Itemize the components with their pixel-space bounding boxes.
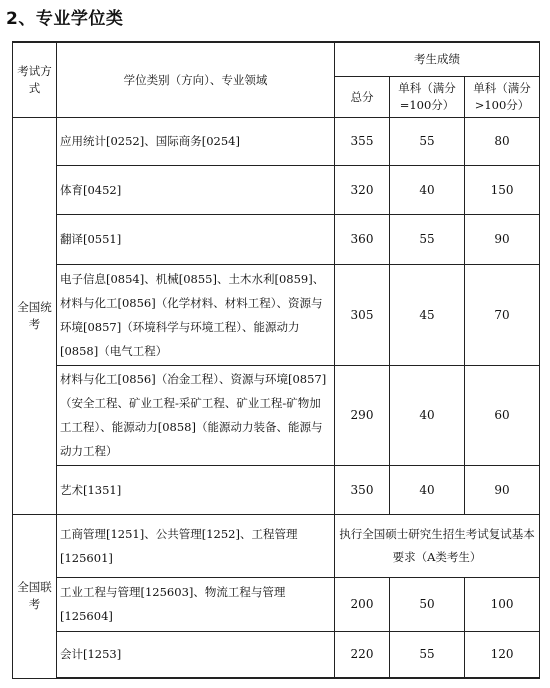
field-cell: 工商管理[1251]、公共管理[1252]、工程管理[125601] — [57, 514, 335, 577]
single-high-cell: 150 — [465, 165, 540, 214]
single-high-cell: 90 — [465, 214, 540, 264]
single-high-cell: 90 — [465, 465, 540, 514]
single-low-cell: 40 — [390, 365, 465, 465]
table-row — [13, 214, 540, 264]
header-row — [13, 42, 540, 76]
field-cell: 艺术[1351] — [57, 465, 335, 514]
single-low-cell: 55 — [390, 117, 465, 165]
field-cell: 体育[0452] — [57, 165, 335, 214]
exam-mode-cell: 全国联考 — [13, 514, 57, 678]
single-low-cell: 45 — [390, 264, 465, 365]
single-low-cell: 40 — [390, 465, 465, 514]
header-exam-mode: 考试方式 — [13, 42, 57, 117]
total-score-cell: 360 — [335, 214, 390, 264]
table-row — [13, 264, 540, 365]
total-score-cell: 350 — [335, 465, 390, 514]
requirement-note-cell: 执行全国硕士研究生招生考试复试基本要求（A类考生） — [335, 514, 540, 577]
header-scores: 考生成绩 — [335, 42, 540, 76]
section-heading: 2、专业学位类 — [6, 9, 124, 29]
field-cell: 会计[1253] — [57, 631, 335, 678]
field-cell: 材料与化工[0856]（冶金工程）、资源与环境[0857]（安全工程、矿业工程-采矿工程、矿业工程-矿物加工工程）、能源动力[0858]（能源动力装备、能源与动力工程） — [57, 365, 335, 465]
single-high-cell: 60 — [465, 365, 540, 465]
field-cell: 翻译[0551] — [57, 214, 335, 264]
score-table — [12, 41, 540, 679]
total-score-cell: 305 — [335, 264, 390, 365]
single-low-cell: 55 — [390, 214, 465, 264]
table-row — [13, 117, 540, 165]
total-score-cell: 220 — [335, 631, 390, 678]
total-score-cell: 320 — [335, 165, 390, 214]
header-category: 学位类别（方向）、专业领域 — [57, 42, 335, 117]
table-row — [13, 577, 540, 631]
single-high-cell: 70 — [465, 264, 540, 365]
single-low-cell: 50 — [390, 577, 465, 631]
table-row — [13, 365, 540, 465]
single-low-cell: 55 — [390, 631, 465, 678]
header-single-low: 单科（满分=100分） — [390, 76, 465, 117]
single-high-cell: 80 — [465, 117, 540, 165]
exam-mode-cell: 全国统考 — [13, 117, 57, 514]
single-high-cell: 120 — [465, 631, 540, 678]
table-row — [13, 514, 540, 577]
total-score-cell: 290 — [335, 365, 390, 465]
field-cell: 应用统计[0252]、国际商务[0254] — [57, 117, 335, 165]
table-row — [13, 165, 540, 214]
table-row — [13, 631, 540, 678]
single-low-cell: 40 — [390, 165, 465, 214]
table-row — [13, 465, 540, 514]
header-single-high: 单科（满分>100分） — [465, 76, 540, 117]
header-total: 总分 — [335, 76, 390, 117]
total-score-cell: 355 — [335, 117, 390, 165]
single-high-cell: 100 — [465, 577, 540, 631]
field-cell: 电子信息[0854]、机械[0855]、土木水利[0859]、材料与化工[0856]（化学材料、材料工程）、资源与环境[0857]（环境科学与环境工程）、能源动力[0858]（电气工程） — [57, 264, 335, 365]
total-score-cell: 200 — [335, 577, 390, 631]
field-cell: 工业工程与管理[125603]、物流工程与管理[125604] — [57, 577, 335, 631]
